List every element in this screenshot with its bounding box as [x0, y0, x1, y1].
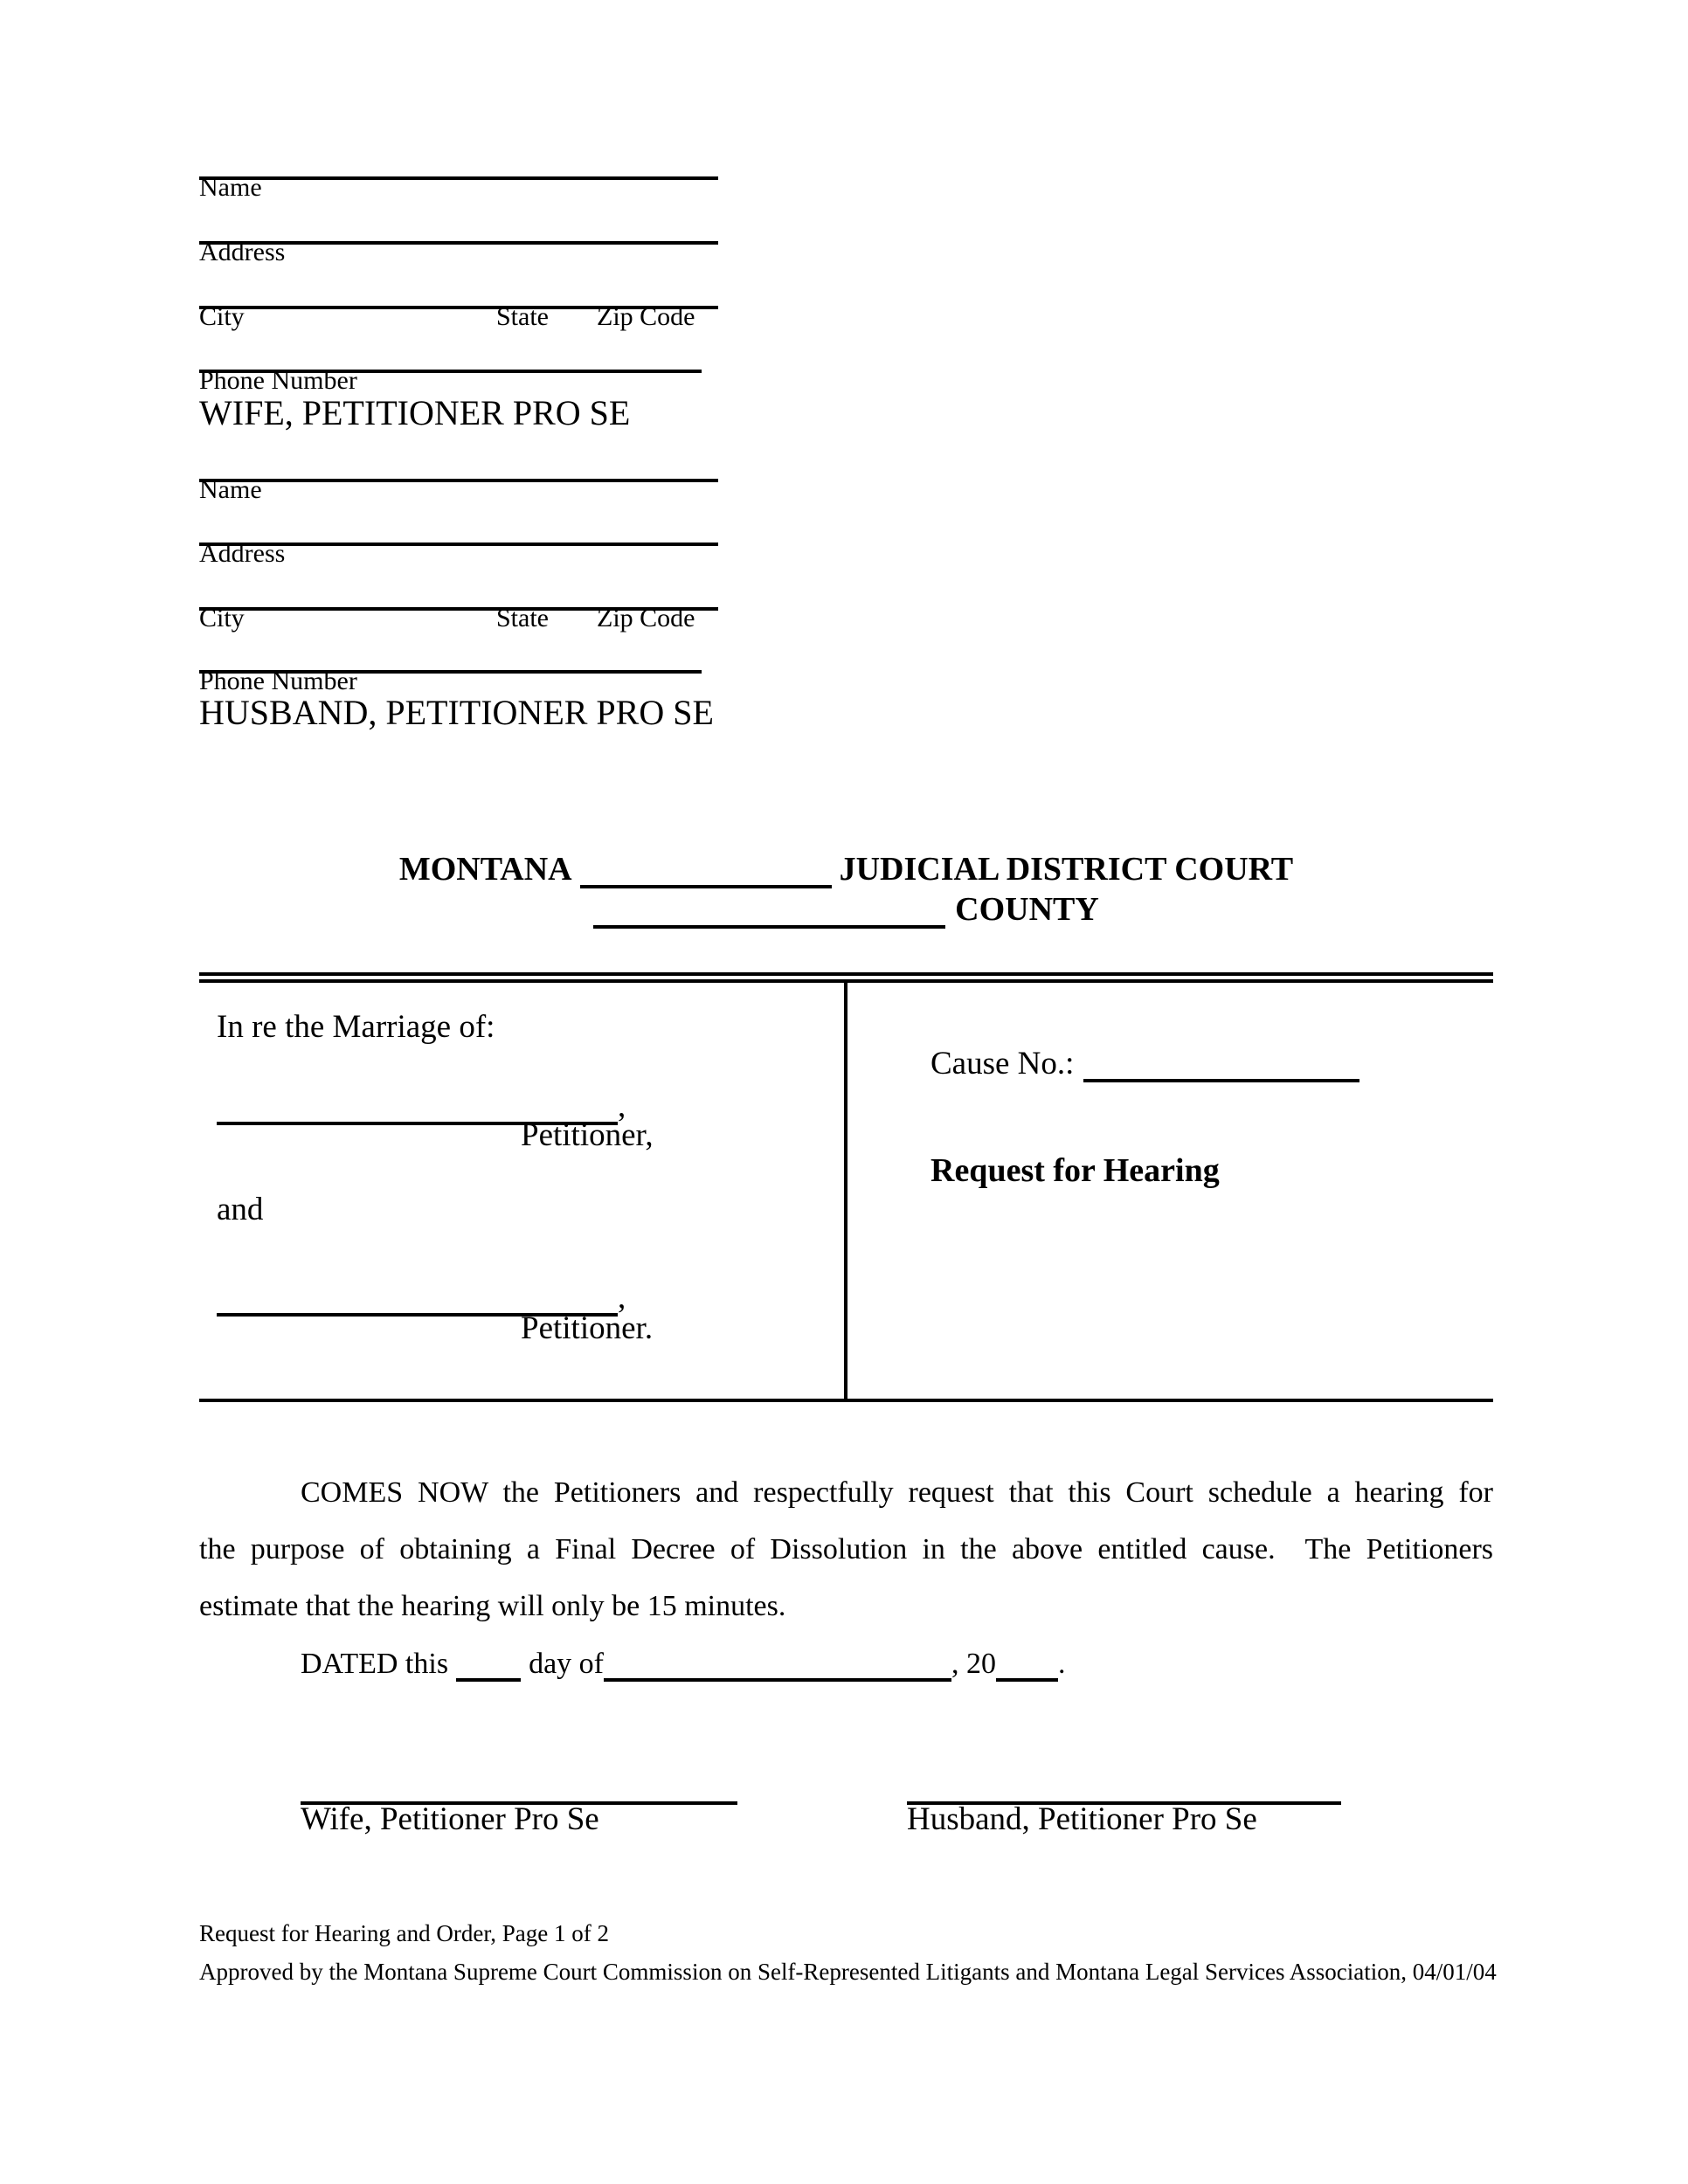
- petitioner2-comma: ,: [618, 1280, 626, 1316]
- court-state: MONTANA: [398, 851, 572, 888]
- court-title-line1: [199, 849, 1493, 889]
- husband-address-label: Address: [199, 539, 286, 568]
- page-footer: [199, 1914, 1497, 1991]
- dated-year-prefix: , 20: [951, 1648, 996, 1680]
- wife-role-line: WIFE, PETITIONER PRO SE: [199, 393, 631, 432]
- wife-city-label: City: [199, 302, 245, 331]
- dated-month-blank[interactable]: [604, 1678, 951, 1682]
- husband-name-line[interactable]: [199, 479, 718, 482]
- dated-day-of: day of: [529, 1648, 604, 1680]
- husband-city-label: City: [199, 604, 245, 632]
- petitioner2-label: Petitioner.: [521, 1310, 654, 1346]
- body-line-1: COMES NOW the Petitioners and respectfully request that this Court schedule a hearing for: [301, 1476, 1493, 1509]
- wife-name-line[interactable]: [199, 176, 718, 180]
- caption-top-double-rule: [199, 972, 1493, 983]
- wife-address-label: Address: [199, 238, 286, 266]
- dated-year-blank[interactable]: [996, 1678, 1058, 1682]
- cause-no-blank[interactable]: [1083, 1079, 1359, 1082]
- county-blank[interactable]: [593, 925, 945, 929]
- husband-role-line: HUSBAND, PETITIONER PRO SE: [199, 693, 714, 732]
- body-line-2: the purpose of obtaining a Final Decree of Dissolution in the above entitled cause. The Petitioners: [199, 1533, 1493, 1565]
- wife-state-label: State: [496, 302, 549, 331]
- wife-zip-label: Zip Code: [597, 302, 695, 331]
- husband-signature-label: Husband, Petitioner Pro Se: [907, 1801, 1257, 1837]
- and-word: and: [217, 1192, 264, 1227]
- caption-divider: [844, 983, 847, 1399]
- caption-box: [199, 983, 1493, 1402]
- petitioner1-comma: ,: [618, 1089, 626, 1124]
- county-label: COUNTY: [955, 891, 1099, 928]
- cause-no-label: Cause No.:: [930, 1046, 1075, 1082]
- court-type: JUDICIAL DISTRICT COURT: [839, 851, 1294, 888]
- wife-phone-label: Phone Number: [199, 366, 357, 395]
- in-re-heading: In re the Marriage of:: [217, 1009, 495, 1045]
- judicial-district-blank[interactable]: [580, 885, 832, 888]
- dated-line: [301, 1635, 1065, 1692]
- husband-phone-label: Phone Number: [199, 667, 357, 695]
- footer-doc-info: Request for Hearing and Order, Page 1 of 2: [199, 1920, 610, 1946]
- husband-zip-label: Zip Code: [597, 604, 695, 632]
- dated-period: .: [1057, 1648, 1066, 1680]
- court-title-line2: [199, 889, 1493, 930]
- court-title: [199, 849, 1493, 930]
- dated-day-blank[interactable]: [456, 1678, 521, 1682]
- body-line-3: estimate that the hearing will only be 15 minutes.: [199, 1590, 786, 1622]
- cause-no-row: [930, 1047, 1359, 1082]
- document-title: Request for Hearing: [930, 1152, 1220, 1189]
- dated-prefix: DATED this: [301, 1648, 449, 1680]
- wife-name-label: Name: [199, 173, 262, 202]
- body-paragraph: [199, 1464, 1493, 1635]
- wife-signature-label: Wife, Petitioner Pro Se: [301, 1801, 599, 1837]
- petitioner1-label: Petitioner,: [521, 1117, 654, 1153]
- husband-name-label: Name: [199, 475, 262, 504]
- footer-approval-info: Approved by the Montana Supreme Court Commission on Self-Represented Litigants and Montana Legal Services Association, 04/01/04: [199, 1959, 1497, 1985]
- husband-state-label: State: [496, 604, 549, 632]
